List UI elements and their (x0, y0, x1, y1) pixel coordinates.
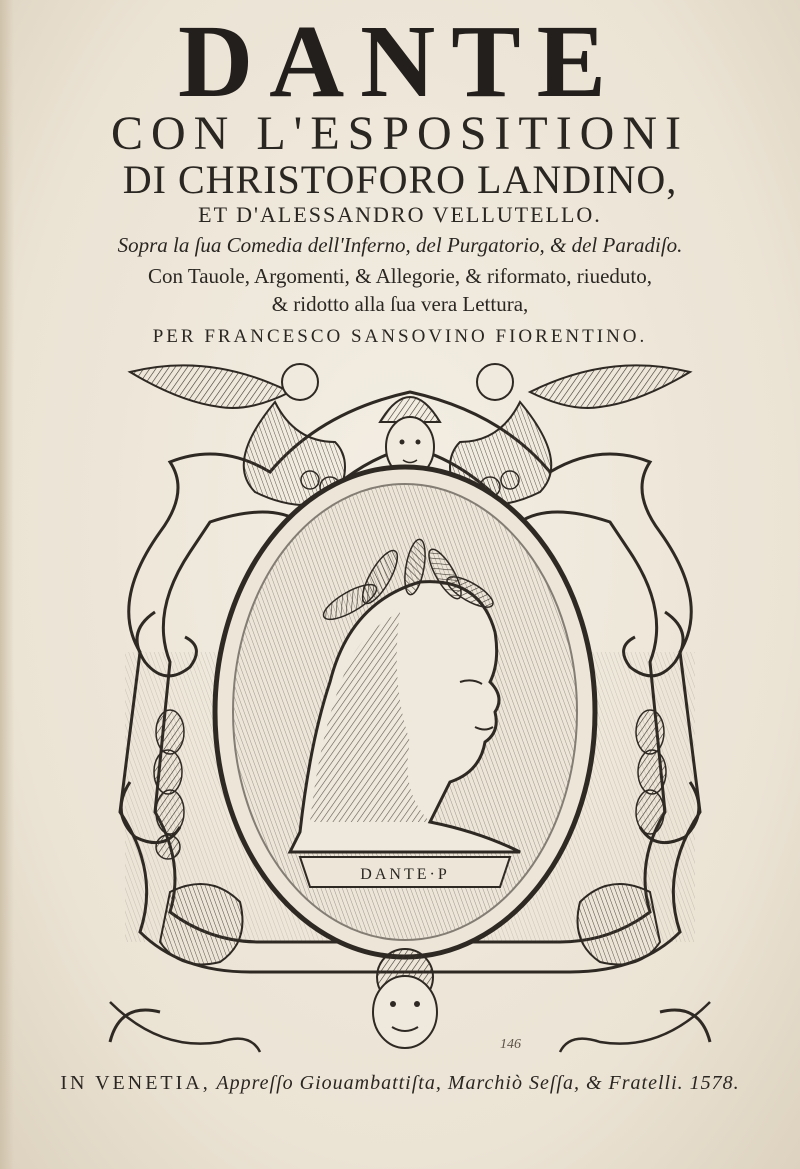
subtitle-comedia: Sopra la ſua Comedia dell'Inferno, del Purgatorio, & del Paradiſo. (117, 233, 683, 257)
mask-icon (373, 949, 437, 1048)
subtitle-espositioni: CON L'ESPOSITIONI (111, 107, 689, 160)
handwritten-note: 146 (500, 1037, 521, 1052)
portrait-caption: DANTE·P (360, 866, 450, 883)
subtitle-landino: DI CHRISTOFORO LANDINO, (122, 157, 678, 202)
imprint (0, 1072, 800, 1095)
subtitle-vellutello: ET D'ALESSANDRO VELLUTELLO. (198, 202, 602, 227)
subtitle-sansovino: PER FRANCESCO SANSOVINO FIORENTINO. (152, 326, 648, 347)
subtitle-tauole: Con Tauole, Argomenti, & Allegorie, & riformato, riueduto, (147, 264, 652, 288)
imprint-publisher: Appreſſo Giouambattiſta, Marchiò Seſſa, & Fratelli. 1578. (216, 1072, 740, 1094)
page-title: DANTE (177, 4, 623, 119)
woodcut-frame-icon (100, 352, 720, 1072)
subtitle-lettura: & ridotto alla ſua vera Lettura, (271, 292, 529, 316)
imprint-place: IN VENETIA, (60, 1072, 211, 1094)
